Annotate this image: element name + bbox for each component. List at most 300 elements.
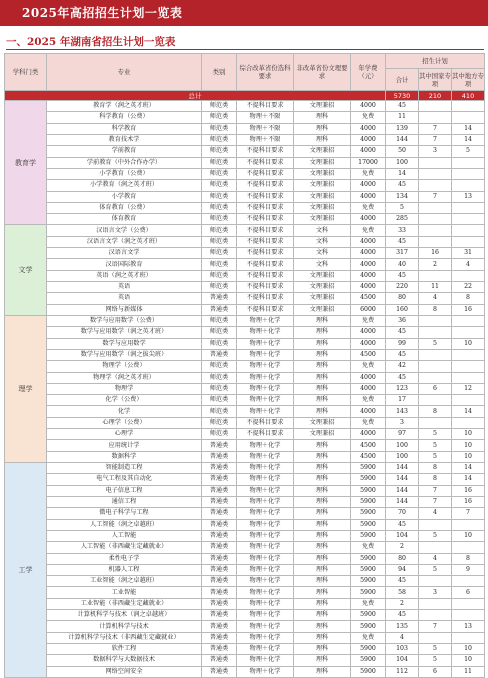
- total-cell: 11: [386, 112, 419, 123]
- type-cell: 普通类: [202, 451, 237, 462]
- type-cell: 师范类: [202, 134, 237, 145]
- tuition-cell: 4000: [351, 180, 386, 191]
- central-special-cell: 8: [419, 463, 452, 474]
- major-cell: 智能制造工程: [47, 463, 202, 474]
- local-special-cell: [452, 610, 485, 621]
- local-special-cell: 31: [452, 248, 485, 259]
- local-special-cell: 11: [452, 666, 485, 677]
- total-cell: 144: [386, 485, 419, 496]
- central-special-cell: [419, 417, 452, 428]
- local-special-cell: [452, 168, 485, 179]
- reform-requirement-cell: 物理＋不限: [237, 134, 294, 145]
- local-special-cell: 14: [452, 406, 485, 417]
- reform-requirement-cell: 不提科目要求: [237, 417, 294, 428]
- central-special-cell: [419, 202, 452, 213]
- nonreform-requirement-cell: 理科: [294, 508, 351, 519]
- type-cell: 师范类: [202, 383, 237, 394]
- nonreform-requirement-cell: 文理兼招: [294, 304, 351, 315]
- major-cell: 计算机科学与技术: [47, 621, 202, 632]
- table-row: [5, 315, 485, 326]
- table-row: [5, 610, 485, 621]
- total-cell: 45: [386, 610, 419, 621]
- nonreform-requirement-cell: 理科: [294, 666, 351, 677]
- total-cell: 14: [386, 168, 419, 179]
- total-central: 210: [419, 91, 452, 101]
- central-special-cell: 2: [419, 259, 452, 270]
- reform-requirement-cell: 物理＋化学: [237, 315, 294, 326]
- central-special-cell: 6: [419, 383, 452, 394]
- major-cell: 计算机科学与技术（润之卓越班）: [47, 610, 202, 621]
- central-special-cell: 11: [419, 282, 452, 293]
- reform-requirement-cell: 不提科目要求: [237, 259, 294, 270]
- reform-requirement-cell: 物理＋化学: [237, 666, 294, 677]
- table-row: [5, 214, 485, 225]
- total-cell: 144: [386, 474, 419, 485]
- type-cell: 师范类: [202, 248, 237, 259]
- type-cell: 普通类: [202, 496, 237, 507]
- reform-requirement-cell: 不提科目要求: [237, 146, 294, 157]
- type-cell: 普通类: [202, 530, 237, 541]
- local-special-cell: 5: [452, 146, 485, 157]
- tuition-cell: 5900: [351, 655, 386, 666]
- table-row: [5, 485, 485, 496]
- major-cell: 汉语言文学（公费）: [47, 225, 202, 236]
- total-cell: 45: [386, 270, 419, 281]
- local-special-cell: 14: [452, 474, 485, 485]
- local-special-cell: 16: [452, 485, 485, 496]
- type-cell: 师范类: [202, 180, 237, 191]
- local-special-cell: [452, 542, 485, 553]
- local-special-cell: [452, 270, 485, 281]
- type-cell: 普通类: [202, 508, 237, 519]
- central-special-cell: 7: [419, 621, 452, 632]
- table-row: [5, 576, 485, 587]
- reform-requirement-cell: 不提科目要求: [237, 225, 294, 236]
- local-special-cell: [452, 372, 485, 383]
- total-cell: 99: [386, 338, 419, 349]
- type-cell: 普通类: [202, 519, 237, 530]
- major-cell: 物理学（润之英才班）: [47, 372, 202, 383]
- major-cell: 应用统计学: [47, 440, 202, 451]
- nonreform-requirement-cell: 理科: [294, 553, 351, 564]
- major-cell: 微电子科学与工程: [47, 508, 202, 519]
- major-cell: 汉语言文学（润之英才班）: [47, 236, 202, 247]
- table-row: [5, 383, 485, 394]
- reform-requirement-cell: 不提科目要求: [237, 180, 294, 191]
- table-row: [5, 417, 485, 428]
- table-row: [5, 101, 485, 112]
- major-cell: 化学: [47, 406, 202, 417]
- total-cell: 144: [386, 134, 419, 145]
- table-row: [5, 463, 485, 474]
- type-cell: 普通类: [202, 293, 237, 304]
- major-cell: 数学与应用数学（润之英才班）: [47, 327, 202, 338]
- category-cell: 教育学: [5, 101, 47, 225]
- local-special-cell: [452, 112, 485, 123]
- tuition-cell: 5900: [351, 553, 386, 564]
- reform-requirement-cell: 物理＋化学: [237, 395, 294, 406]
- nonreform-requirement-cell: 理科: [294, 123, 351, 134]
- major-cell: 教育技术学: [47, 134, 202, 145]
- tuition-cell: 4000: [351, 282, 386, 293]
- type-cell: 普通类: [202, 564, 237, 575]
- tuition-cell: 4000: [351, 429, 386, 440]
- local-special-cell: 14: [452, 463, 485, 474]
- tuition-cell: 4000: [351, 146, 386, 157]
- type-cell: 师范类: [202, 338, 237, 349]
- major-cell: 科学教育（公费）: [47, 112, 202, 123]
- header-major: 专业: [47, 54, 202, 91]
- nonreform-requirement-cell: 理科: [294, 530, 351, 541]
- nonreform-requirement-cell: 文科: [294, 259, 351, 270]
- local-special-cell: [452, 598, 485, 609]
- tuition-cell: 免费: [351, 315, 386, 326]
- table-row: [5, 282, 485, 293]
- nonreform-requirement-cell: 理科: [294, 655, 351, 666]
- nonreform-requirement-cell: 理科: [294, 587, 351, 598]
- type-cell: 师范类: [202, 361, 237, 372]
- reform-requirement-cell: 不提科目要求: [237, 214, 294, 225]
- table-row: [5, 134, 485, 145]
- total-cell: 144: [386, 496, 419, 507]
- major-cell: 物理学（公费）: [47, 361, 202, 372]
- total-cell: 160: [386, 304, 419, 315]
- nonreform-requirement-cell: 文理兼招: [294, 157, 351, 168]
- tuition-cell: 免费: [351, 598, 386, 609]
- central-special-cell: 7: [419, 123, 452, 134]
- type-cell: 师范类: [202, 214, 237, 225]
- table-row: [5, 655, 485, 666]
- major-cell: 网络空间安全: [47, 666, 202, 677]
- table-row: [5, 236, 485, 247]
- major-cell: 学前教育: [47, 146, 202, 157]
- type-cell: 普通类: [202, 621, 237, 632]
- nonreform-requirement-cell: 理科: [294, 134, 351, 145]
- total-cell: 40: [386, 259, 419, 270]
- major-cell: 工业智能: [47, 587, 202, 598]
- total-cell: 100: [386, 451, 419, 462]
- tuition-cell: 4000: [351, 134, 386, 145]
- table-row: [5, 146, 485, 157]
- type-cell: 普通类: [202, 644, 237, 655]
- total-cell: 4: [386, 632, 419, 643]
- type-cell: 师范类: [202, 112, 237, 123]
- major-cell: 心理学: [47, 429, 202, 440]
- local-special-cell: 10: [452, 440, 485, 451]
- tuition-cell: 5900: [351, 564, 386, 575]
- table-row: [5, 474, 485, 485]
- reform-requirement-cell: 物理＋化学: [237, 587, 294, 598]
- central-special-cell: 5: [419, 530, 452, 541]
- header-total: 合计: [386, 69, 419, 91]
- reform-requirement-cell: 不提科目要求: [237, 429, 294, 440]
- tuition-cell: 4500: [351, 440, 386, 451]
- major-cell: 人工智能（非西藏生定藏就业）: [47, 542, 202, 553]
- nonreform-requirement-cell: 理科: [294, 327, 351, 338]
- major-cell: 人工智能（润之卓越班）: [47, 519, 202, 530]
- central-special-cell: [419, 225, 452, 236]
- table-row: [5, 553, 485, 564]
- tuition-cell: 5900: [351, 519, 386, 530]
- nonreform-requirement-cell: 文理兼招: [294, 202, 351, 213]
- central-special-cell: 4: [419, 508, 452, 519]
- total-cell: 103: [386, 644, 419, 655]
- header-central-special: 其中国家专项: [419, 69, 452, 91]
- nonreform-requirement-cell: 理科: [294, 598, 351, 609]
- local-special-cell: [452, 225, 485, 236]
- nonreform-requirement-cell: 理科: [294, 315, 351, 326]
- local-special-cell: 13: [452, 621, 485, 632]
- major-cell: 心理学（公费）: [47, 417, 202, 428]
- local-special-cell: 10: [452, 655, 485, 666]
- reform-requirement-cell: 不提科目要求: [237, 168, 294, 179]
- nonreform-requirement-cell: 文科: [294, 225, 351, 236]
- nonreform-requirement-cell: 理科: [294, 451, 351, 462]
- type-cell: 师范类: [202, 101, 237, 112]
- central-special-cell: 8: [419, 474, 452, 485]
- total-cell: 45: [386, 101, 419, 112]
- major-cell: 通信工程: [47, 496, 202, 507]
- central-special-cell: [419, 112, 452, 123]
- tuition-cell: 5900: [351, 610, 386, 621]
- major-cell: 汉语国际教育: [47, 259, 202, 270]
- tuition-cell: 免费: [351, 542, 386, 553]
- nonreform-requirement-cell: 文理兼招: [294, 101, 351, 112]
- total-cell: 143: [386, 406, 419, 417]
- major-cell: 化学（公费）: [47, 395, 202, 406]
- central-special-cell: 7: [419, 496, 452, 507]
- type-cell: 师范类: [202, 191, 237, 202]
- major-cell: 小学教育（润之英才班）: [47, 180, 202, 191]
- total-cell: 2: [386, 542, 419, 553]
- total-cell: 45: [386, 372, 419, 383]
- tuition-cell: 5900: [351, 576, 386, 587]
- local-special-cell: [452, 101, 485, 112]
- reform-requirement-cell: 物理＋化学: [237, 519, 294, 530]
- nonreform-requirement-cell: 文理兼招: [294, 417, 351, 428]
- reform-requirement-cell: 不提科目要求: [237, 293, 294, 304]
- nonreform-requirement-cell: 理科: [294, 644, 351, 655]
- type-cell: 师范类: [202, 429, 237, 440]
- tuition-cell: 5900: [351, 530, 386, 541]
- type-cell: 普通类: [202, 474, 237, 485]
- table-row: [5, 123, 485, 134]
- major-cell: 科学教育: [47, 123, 202, 134]
- local-special-cell: [452, 361, 485, 372]
- table-row: [5, 530, 485, 541]
- central-special-cell: [419, 315, 452, 326]
- major-cell: 数学与应用数学（公费）: [47, 315, 202, 326]
- table-row: [5, 248, 485, 259]
- central-special-cell: [419, 598, 452, 609]
- nonreform-requirement-cell: 理科: [294, 632, 351, 643]
- tuition-cell: 5900: [351, 474, 386, 485]
- central-special-cell: [419, 168, 452, 179]
- total-cell: 220: [386, 282, 419, 293]
- central-special-cell: 3: [419, 587, 452, 598]
- type-cell: 普通类: [202, 542, 237, 553]
- reform-requirement-cell: 物理＋化学: [237, 440, 294, 451]
- central-special-cell: [419, 327, 452, 338]
- central-special-cell: 5: [419, 644, 452, 655]
- central-special-cell: 7: [419, 134, 452, 145]
- tuition-cell: 免费: [351, 632, 386, 643]
- central-special-cell: [419, 519, 452, 530]
- total-cell: 97: [386, 429, 419, 440]
- major-cell: 数据科学: [47, 451, 202, 462]
- local-special-cell: [452, 417, 485, 428]
- tuition-cell: 5900: [351, 496, 386, 507]
- table-row: [5, 349, 485, 360]
- local-special-cell: 8: [452, 293, 485, 304]
- reform-requirement-cell: 物理＋化学: [237, 610, 294, 621]
- local-special-cell: [452, 180, 485, 191]
- tuition-cell: 4000: [351, 372, 386, 383]
- tuition-cell: 4000: [351, 327, 386, 338]
- table-row: [5, 666, 485, 677]
- local-special-cell: 13: [452, 191, 485, 202]
- table-row: [5, 225, 485, 236]
- reform-requirement-cell: 不提科目要求: [237, 236, 294, 247]
- major-cell: 英语（润之英才班）: [47, 270, 202, 281]
- total-count: 5730: [386, 91, 419, 101]
- nonreform-requirement-cell: 理科: [294, 542, 351, 553]
- local-special-cell: 12: [452, 383, 485, 394]
- total-cell: 45: [386, 576, 419, 587]
- type-cell: 师范类: [202, 168, 237, 179]
- major-cell: 物理学: [47, 383, 202, 394]
- nonreform-requirement-cell: 理科: [294, 338, 351, 349]
- local-special-cell: 10: [452, 530, 485, 541]
- central-special-cell: [419, 632, 452, 643]
- type-cell: 师范类: [202, 270, 237, 281]
- header-banner: [0, 0, 488, 26]
- central-special-cell: 5: [419, 338, 452, 349]
- major-cell: 工业智能（非西藏生定藏就业）: [47, 598, 202, 609]
- reform-requirement-cell: 物理＋化学: [237, 621, 294, 632]
- central-special-cell: [419, 542, 452, 553]
- type-cell: 普通类: [202, 587, 237, 598]
- reform-requirement-cell: 物理＋化学: [237, 383, 294, 394]
- tuition-cell: 4500: [351, 293, 386, 304]
- type-cell: 普通类: [202, 349, 237, 360]
- local-special-cell: 10: [452, 429, 485, 440]
- header-type: 类别: [202, 54, 237, 91]
- reform-requirement-cell: 物理＋不限: [237, 112, 294, 123]
- local-special-cell: [452, 236, 485, 247]
- nonreform-requirement-cell: 理科: [294, 621, 351, 632]
- reform-requirement-cell: 不提科目要求: [237, 202, 294, 213]
- nonreform-requirement-cell: 理科: [294, 361, 351, 372]
- central-special-cell: 6: [419, 666, 452, 677]
- central-special-cell: [419, 349, 452, 360]
- local-special-cell: [452, 576, 485, 587]
- nonreform-requirement-cell: 理科: [294, 372, 351, 383]
- header-local-special: 其中地方专项: [452, 69, 485, 91]
- total-cell: 135: [386, 621, 419, 632]
- type-cell: 师范类: [202, 282, 237, 293]
- local-special-cell: [452, 519, 485, 530]
- local-special-cell: [452, 202, 485, 213]
- type-cell: 师范类: [202, 372, 237, 383]
- local-special-cell: [452, 632, 485, 643]
- reform-requirement-cell: 物理＋化学: [237, 564, 294, 575]
- type-cell: 师范类: [202, 202, 237, 213]
- central-special-cell: [419, 361, 452, 372]
- type-cell: 师范类: [202, 123, 237, 134]
- reform-requirement-cell: 物理＋化学: [237, 474, 294, 485]
- major-cell: 英语: [47, 293, 202, 304]
- reform-requirement-cell: 物理＋化学: [237, 542, 294, 553]
- nonreform-requirement-cell: 理科: [294, 112, 351, 123]
- nonreform-requirement-cell: 文理兼招: [294, 270, 351, 281]
- tuition-cell: 5900: [351, 485, 386, 496]
- total-cell: 45: [386, 327, 419, 338]
- total-cell: 80: [386, 553, 419, 564]
- reform-requirement-cell: 物理＋化学: [237, 598, 294, 609]
- tuition-cell: 4000: [351, 191, 386, 202]
- tuition-cell: 4000: [351, 406, 386, 417]
- nonreform-requirement-cell: 理科: [294, 395, 351, 406]
- central-special-cell: [419, 157, 452, 168]
- local-special-cell: 14: [452, 134, 485, 145]
- type-cell: 师范类: [202, 417, 237, 428]
- reform-requirement-cell: 物理＋化学: [237, 576, 294, 587]
- table-row: [5, 112, 485, 123]
- total-cell: 50: [386, 146, 419, 157]
- central-special-cell: 8: [419, 406, 452, 417]
- total-cell: 144: [386, 463, 419, 474]
- type-cell: 师范类: [202, 395, 237, 406]
- header-tuition: 年学费（元）: [351, 54, 386, 91]
- table-row: [5, 632, 485, 643]
- local-special-cell: 8: [452, 553, 485, 564]
- type-cell: 普通类: [202, 440, 237, 451]
- tuition-cell: 4000: [351, 383, 386, 394]
- total-cell: 58: [386, 587, 419, 598]
- header-plan-group: 招生计划: [386, 54, 485, 69]
- central-special-cell: 5: [419, 564, 452, 575]
- table-row: [5, 304, 485, 315]
- plan-rows: [5, 101, 485, 678]
- tuition-cell: 4000: [351, 214, 386, 225]
- reform-requirement-cell: 不提科目要求: [237, 157, 294, 168]
- central-special-cell: 7: [419, 485, 452, 496]
- tuition-cell: 4000: [351, 259, 386, 270]
- major-cell: 计算机科学与技术（非西藏生定藏就业）: [47, 632, 202, 643]
- nonreform-requirement-cell: 理科: [294, 564, 351, 575]
- tuition-cell: 4500: [351, 451, 386, 462]
- major-cell: 小学教育: [47, 191, 202, 202]
- nonreform-requirement-cell: 文科: [294, 236, 351, 247]
- table-row: [5, 395, 485, 406]
- major-cell: 汉语言文学: [47, 248, 202, 259]
- table-row: [5, 440, 485, 451]
- nonreform-requirement-cell: 理科: [294, 463, 351, 474]
- tuition-cell: 4000: [351, 248, 386, 259]
- tuition-cell: 6000: [351, 304, 386, 315]
- reform-requirement-cell: 不提科目要求: [237, 101, 294, 112]
- type-cell: 师范类: [202, 259, 237, 270]
- table-row: [5, 361, 485, 372]
- central-special-cell: [419, 270, 452, 281]
- type-cell: 师范类: [202, 157, 237, 168]
- table-row: [5, 644, 485, 655]
- tuition-cell: 4000: [351, 123, 386, 134]
- type-cell: 师范类: [202, 236, 237, 247]
- total-cell: 2: [386, 598, 419, 609]
- nonreform-requirement-cell: 理科: [294, 519, 351, 530]
